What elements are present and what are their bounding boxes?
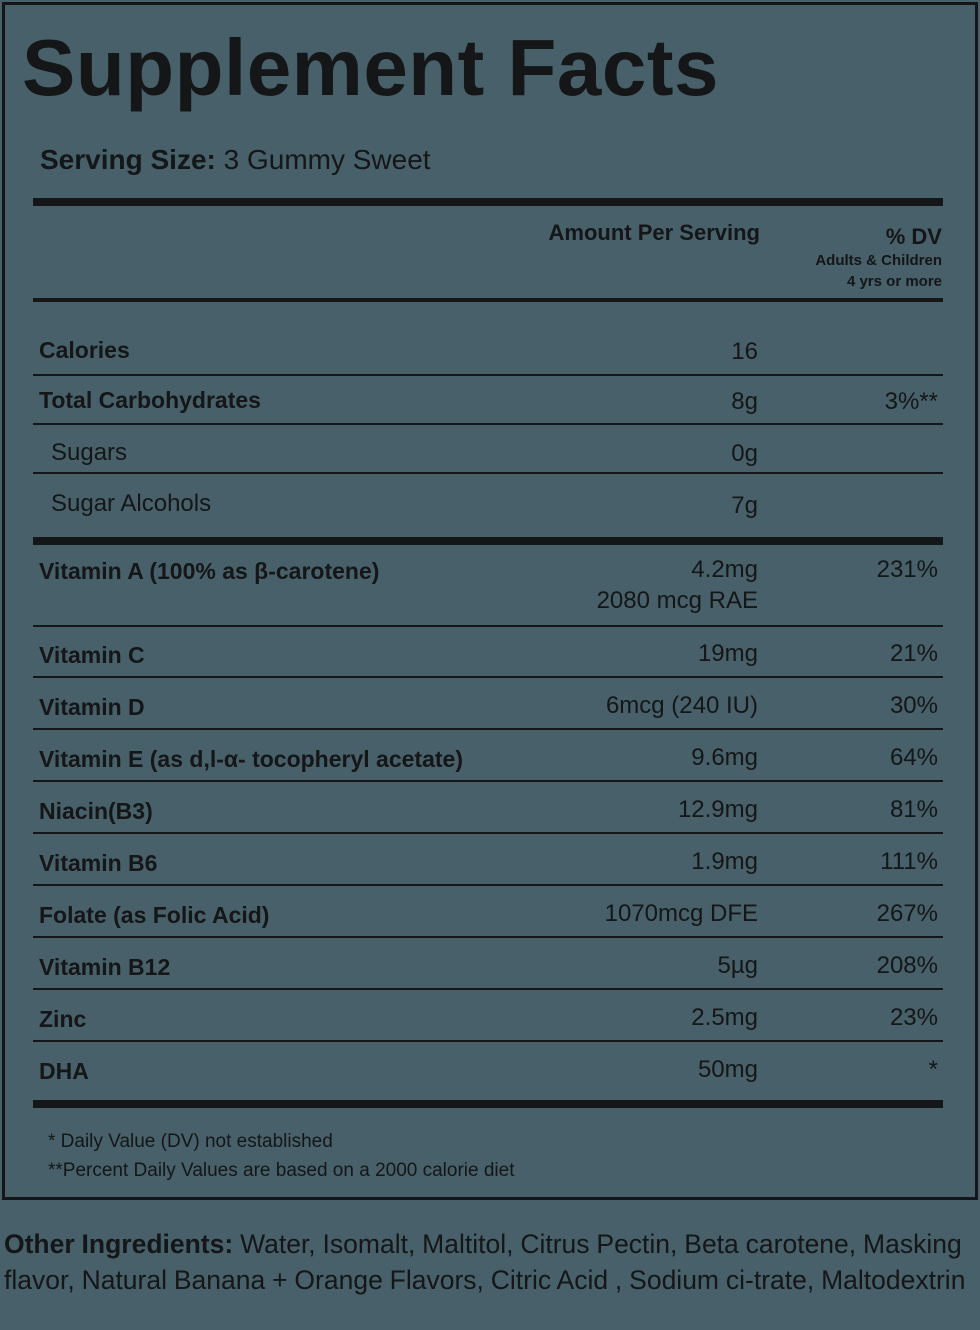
divider <box>33 884 943 886</box>
nutrient-name: Zinc <box>39 1006 87 1032</box>
nutrient-name: Vitamin C <box>39 642 145 668</box>
nutrient-dv: 21% <box>889 640 938 667</box>
serving-size <box>40 146 431 174</box>
table-row-zinc <box>33 1005 943 1055</box>
nutrient-dv: 30% <box>889 692 938 719</box>
nutrient-amount: 9.6mg <box>691 744 758 771</box>
divider <box>33 423 943 425</box>
divider <box>33 988 943 990</box>
divider <box>33 537 943 545</box>
nutrient-dv: 208% <box>876 952 938 979</box>
divider <box>33 198 943 206</box>
divider <box>33 472 943 474</box>
nutrient-dv: 231% <box>876 556 938 583</box>
nutrient-name: Calories <box>39 337 130 363</box>
nutrient-amount: 5µg <box>717 952 758 979</box>
nutrient-dv: * <box>928 1056 938 1083</box>
nutrient-name: Vitamin E (as d,l-α- tocopheryl acetate) <box>39 746 463 772</box>
nutrient-dv: 23% <box>889 1004 938 1031</box>
amount-per-serving-header: Amount Per Serving <box>548 220 760 245</box>
nutrient-name: Sugars <box>51 439 128 466</box>
page-title: Supplement Facts <box>22 23 720 112</box>
nutrient-amount: 19mg <box>697 640 758 667</box>
nutrient-amount: 7g <box>731 492 758 519</box>
table-row-total-carbohydrates <box>33 386 943 436</box>
serving-size-label: Serving Size: <box>40 144 216 175</box>
dv-title: % DV <box>885 224 942 249</box>
table-row-niacin <box>33 797 943 847</box>
nutrient-dv: 81% <box>889 796 938 823</box>
nutrient-amount: 0g <box>731 440 758 467</box>
table-row-sugar-alcohols <box>33 490 943 540</box>
footnote-percent-dv: **Percent Daily Values are based on a 2000 calorie diet <box>48 1160 515 1181</box>
nutrient-amount: 6mcg (240 IU) <box>605 692 758 719</box>
table-row-calories <box>33 336 943 386</box>
nutrient-name: Vitamin D <box>39 694 145 720</box>
nutrient-amount: 4.2mg <box>691 556 758 583</box>
nutrient-amount: 16 <box>731 338 758 365</box>
nutrient-amount: 50mg <box>697 1056 758 1083</box>
daily-value-header <box>815 226 942 289</box>
nutrient-amount: 1070mcg DFE <box>604 900 758 927</box>
nutrient-dv: 64% <box>889 744 938 771</box>
dv-subtitle-1: Adults & Children <box>815 252 942 269</box>
nutrient-dv: 267% <box>876 900 938 927</box>
table-row-vitamin-d <box>33 693 943 743</box>
table-row-vitamin-b12 <box>33 953 943 1003</box>
divider <box>33 1100 943 1108</box>
nutrient-name: Niacin(B3) <box>39 798 153 824</box>
dv-subtitle-2: 4 yrs or more <box>846 273 942 290</box>
nutrient-name: DHA <box>39 1058 89 1084</box>
nutrient-dv: 3%** <box>884 388 938 415</box>
divider <box>33 832 943 834</box>
nutrient-name: Vitamin B6 <box>39 850 158 876</box>
nutrient-amount: 12.9mg <box>677 796 758 823</box>
nutrient-amount-rae: 2080 mcg RAE <box>596 587 758 614</box>
nutrient-dv: 111% <box>880 848 938 875</box>
table-row-vitamin-e <box>33 745 943 795</box>
table-row-vitamin-b6 <box>33 849 943 899</box>
other-ingredients-text: Water, Isomalt, Maltitol, Citrus Pectin, Beta carotene, Masking flavor, Natural Banana + Orange Flavors, Citric Acid , Sodium ci-trate, Maltodextrin <box>4 1229 966 1295</box>
other-ingredients <box>4 1226 976 1298</box>
table-row-vitamin-c <box>33 641 943 691</box>
footnote-dv-not-established: * Daily Value (DV) not established <box>48 1131 333 1152</box>
nutrient-name: Vitamin B12 <box>39 954 171 980</box>
divider <box>33 676 943 678</box>
nutrient-name: Sugar Alcohols <box>51 490 212 517</box>
divider <box>33 936 943 938</box>
serving-size-value: 3 Gummy Sweet <box>223 144 431 175</box>
nutrient-name: Folate (as Folic Acid) <box>39 902 270 928</box>
table-row-vitamin-a <box>33 558 943 624</box>
divider <box>33 298 943 302</box>
table-row-folate <box>33 901 943 951</box>
divider <box>33 1040 943 1042</box>
nutrient-amount: 8g <box>731 388 758 415</box>
nutrient-amount: 2.5mg <box>691 1004 758 1031</box>
nutrient-name: Total Carbohydrates <box>39 387 261 413</box>
divider <box>33 374 943 376</box>
table-row-sugars <box>33 438 943 488</box>
divider <box>33 780 943 782</box>
divider <box>33 728 943 730</box>
divider <box>33 625 943 627</box>
other-ingredients-label: Other Ingredients: <box>4 1229 234 1259</box>
nutrient-name: Vitamin A (100% as β-carotene) <box>39 558 380 584</box>
nutrient-amount: 1.9mg <box>691 848 758 875</box>
